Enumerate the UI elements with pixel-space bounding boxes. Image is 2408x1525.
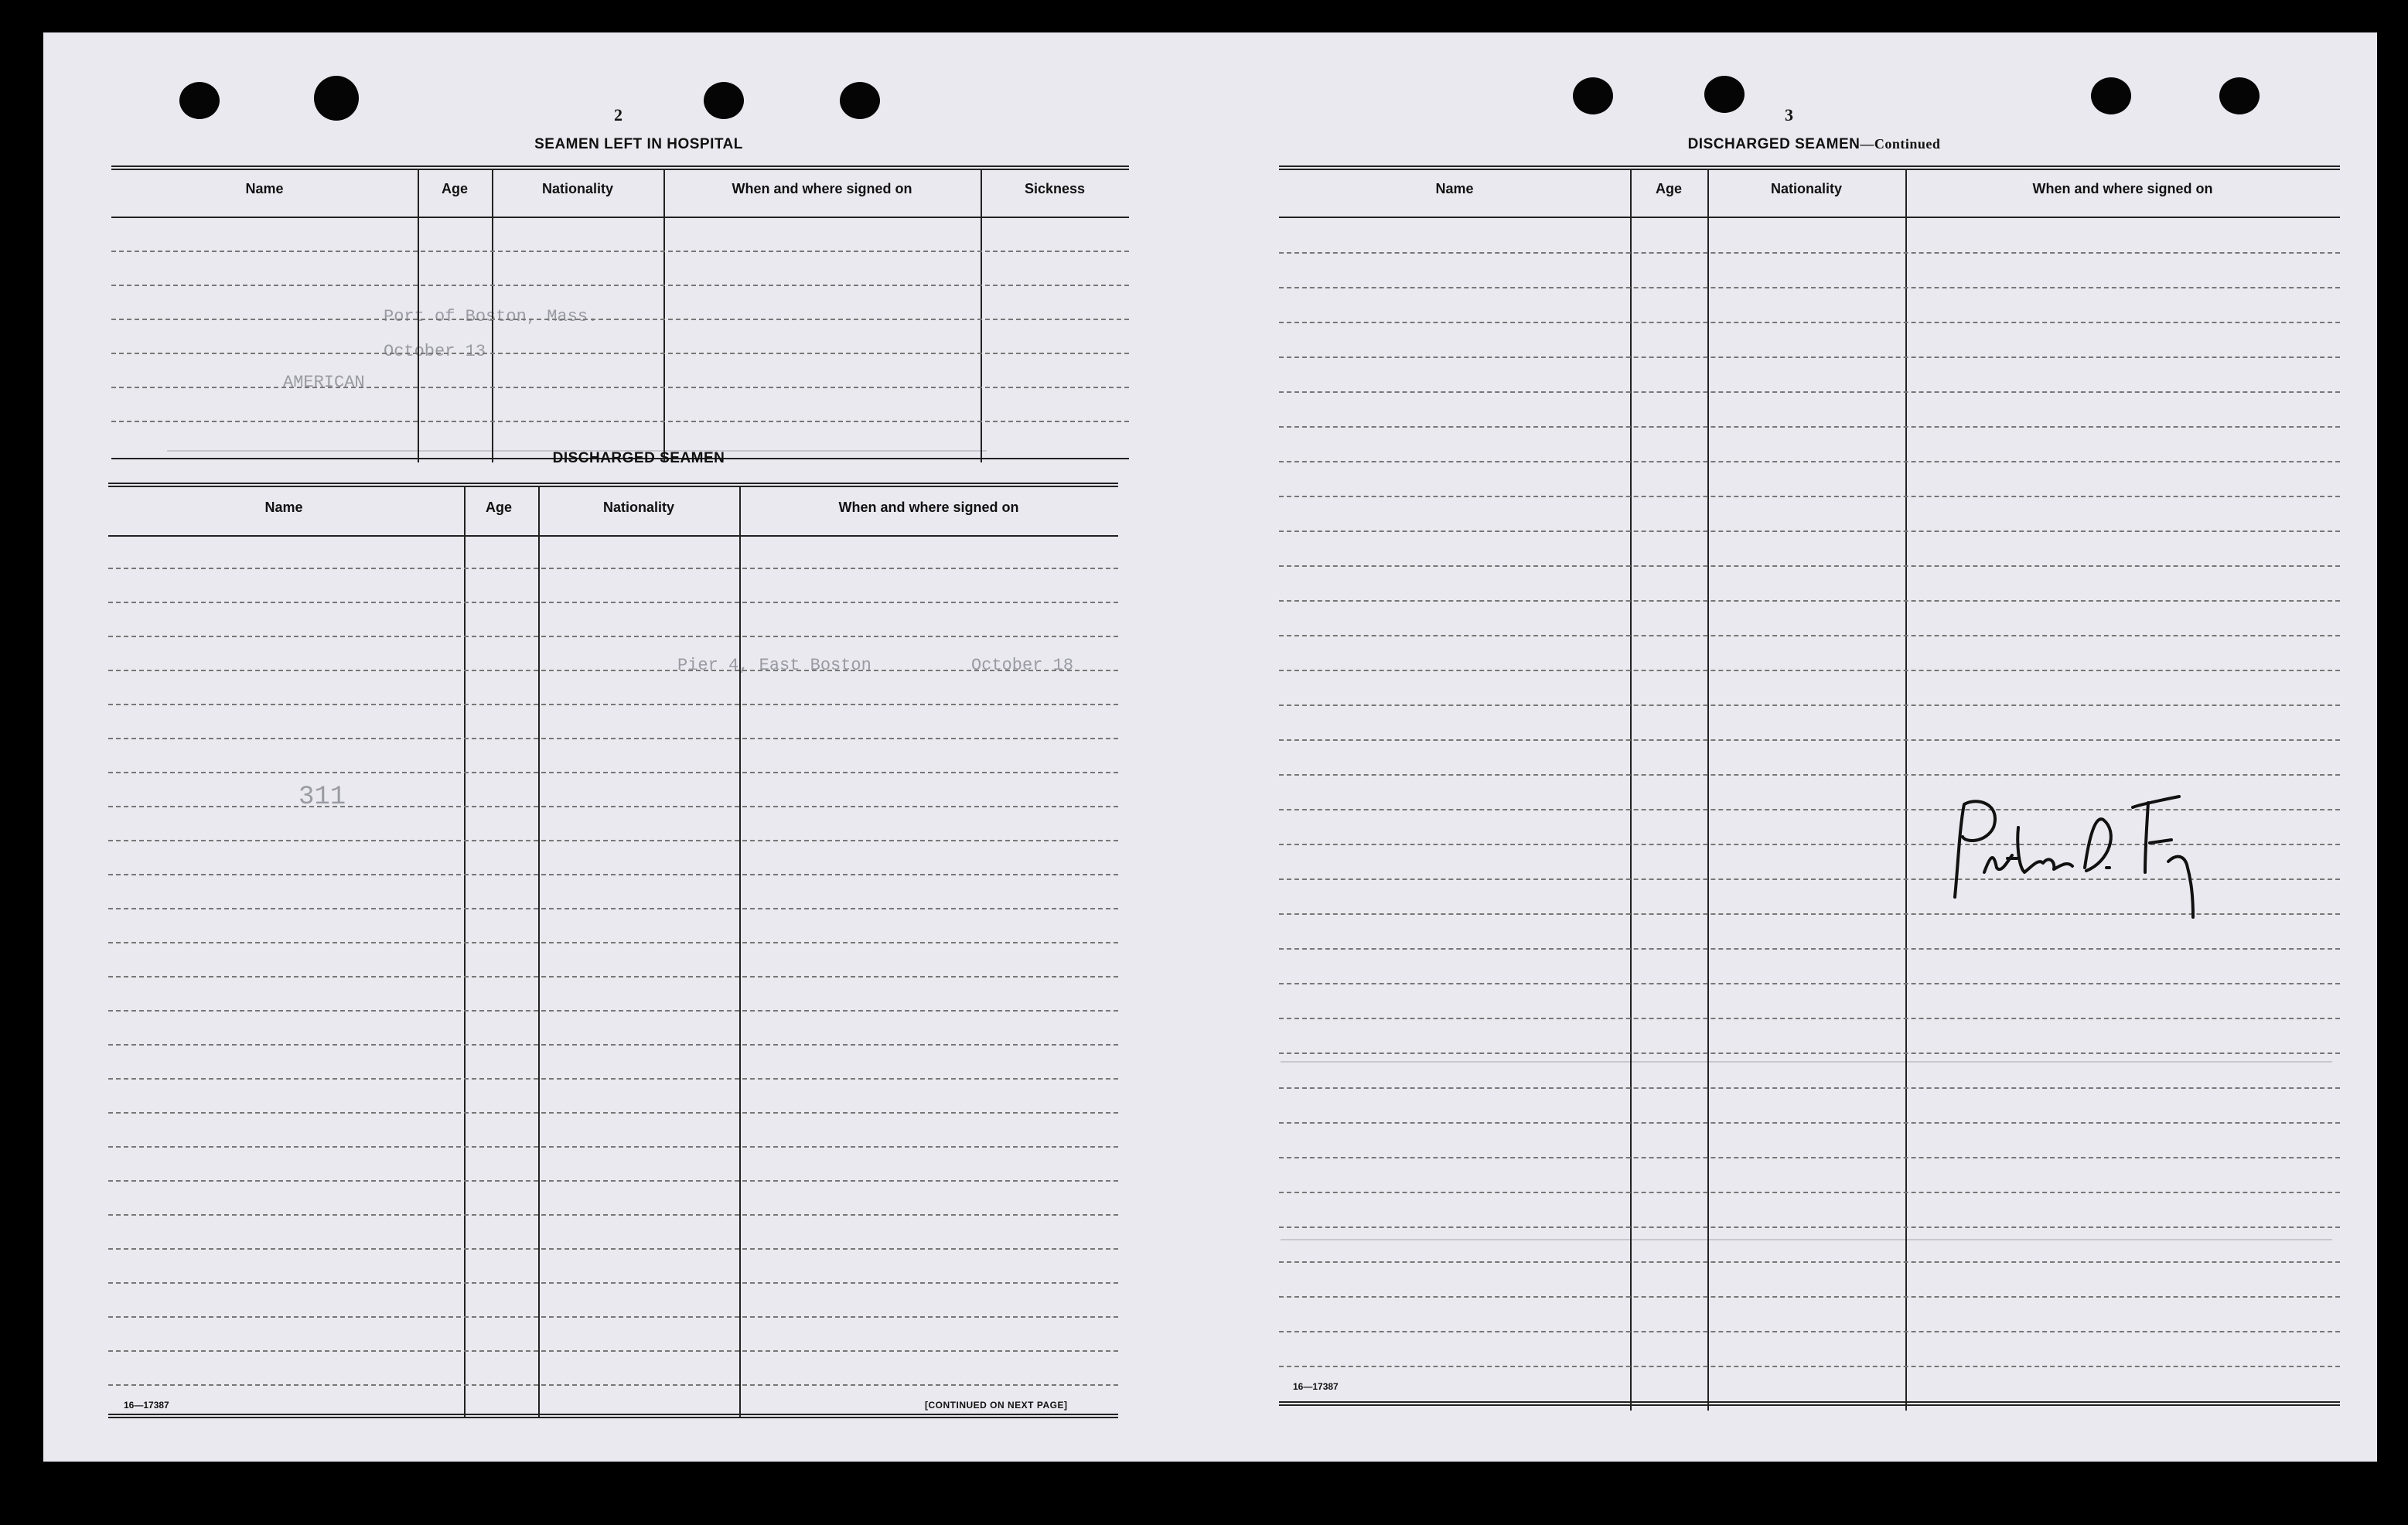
ruled-row-line	[1279, 391, 2340, 393]
ruled-row-line	[1279, 739, 2340, 741]
bleed-through-text: Pier 4, East Boston	[677, 656, 871, 675]
ruled-row-line	[108, 1282, 1118, 1284]
ruled-row-line	[1279, 1226, 2340, 1228]
column-header: Name	[245, 181, 284, 196]
ruled-row-line	[1279, 1331, 2340, 1332]
ruled-row-line	[108, 1044, 1118, 1046]
bleed-through-text: October 13	[384, 342, 486, 361]
column-header: Age	[1655, 181, 1682, 196]
ruled-row-line	[1279, 1052, 2340, 1054]
discharged-continued-heading	[1574, 136, 2054, 153]
page-number-right: 3	[1785, 105, 1793, 125]
column-header: Name	[264, 500, 303, 515]
bleed-through-text: AMERICAN	[283, 373, 365, 392]
ruled-row-line	[1279, 600, 2340, 602]
ruled-row-line	[108, 704, 1118, 705]
ruled-row-line	[108, 840, 1118, 841]
ruled-row-line	[1279, 426, 2340, 428]
ruled-row-line	[108, 806, 1118, 807]
continued-note: [CONTINUED ON NEXT PAGE]	[925, 1400, 1068, 1411]
page-number-left: 2	[614, 105, 622, 125]
discharged-table-left	[108, 483, 1118, 1426]
ruled-row-line	[1279, 1018, 2340, 1019]
ruled-row-line	[108, 1180, 1118, 1182]
bleed-through-text: Port of Boston, Mass.	[384, 307, 599, 326]
bleed-through-text: 311	[298, 783, 346, 812]
ruled-row-line	[108, 670, 1118, 671]
ruled-row-line	[1279, 705, 2340, 706]
ruled-row-line	[108, 1078, 1118, 1080]
ruled-row-line	[108, 908, 1118, 909]
ruled-row-line	[108, 976, 1118, 977]
heading-suffix: —Continued	[1860, 136, 1941, 152]
ruled-row-line	[108, 1350, 1118, 1352]
ruled-row-line	[108, 1010, 1118, 1012]
ruled-row-line	[1279, 531, 2340, 532]
punch-hole	[179, 82, 220, 119]
column-header: Name	[1435, 181, 1474, 196]
ruled-row-line	[1279, 1087, 2340, 1089]
ruled-row-line	[108, 1214, 1118, 1216]
column-header: Age	[485, 500, 512, 515]
signature-image	[1947, 781, 2210, 920]
ruled-row-line	[1279, 1122, 2340, 1124]
ruled-row-line	[1279, 948, 2340, 950]
ruled-row-line	[108, 1384, 1118, 1386]
heading-text: DISCHARGED SEAMEN	[1687, 136, 1861, 152]
ruled-row-line	[1279, 357, 2340, 358]
column-header: Nationality	[1770, 181, 1842, 196]
punch-hole	[840, 82, 880, 119]
ruled-row-line	[1279, 1261, 2340, 1263]
ruled-row-line	[1279, 1366, 2340, 1367]
ruled-row-line	[1279, 322, 2340, 323]
form-code-left: 16—17387	[124, 1400, 169, 1411]
punch-hole	[2091, 77, 2131, 114]
ruled-row-line	[108, 1316, 1118, 1318]
discharged-section-heading: DISCHARGED SEAMEN	[552, 450, 725, 466]
ruled-row-line	[108, 1112, 1118, 1114]
ruled-row-line	[1279, 635, 2340, 636]
ruled-row-line	[108, 1146, 1118, 1148]
ruled-row-line	[1279, 1157, 2340, 1158]
column-header: When and where signed on	[732, 181, 912, 196]
ruled-row-line	[1279, 252, 2340, 254]
ruled-row-line	[1279, 461, 2340, 462]
hospital-section-heading: SEAMEN LEFT IN HOSPITAL	[534, 136, 743, 152]
ruled-row-line	[108, 738, 1118, 739]
bleed-through-text: October 18	[971, 656, 1074, 675]
column-header: When and where signed on	[838, 500, 1019, 515]
punch-hole	[314, 76, 359, 121]
ruled-row-line	[1279, 287, 2340, 288]
form-code-right: 16—17387	[1293, 1381, 1339, 1392]
ruled-row-line	[108, 942, 1118, 943]
column-header: Nationality	[602, 500, 674, 515]
ruled-row-line	[1279, 983, 2340, 984]
ruled-row-line	[1279, 670, 2340, 671]
ruled-row-line	[1279, 565, 2340, 567]
ruled-row-line	[1279, 1296, 2340, 1298]
ruled-row-line	[1279, 1192, 2340, 1193]
hospital-table	[111, 165, 1129, 459]
document-sheet	[43, 32, 2377, 1462]
ruled-row-line	[1279, 774, 2340, 776]
punch-hole	[2219, 77, 2260, 114]
ruled-row-line	[108, 1248, 1118, 1250]
punch-hole	[1573, 77, 1613, 114]
column-header: When and where signed on	[2032, 181, 2213, 196]
ruled-row-line	[108, 874, 1118, 875]
punch-hole	[1704, 76, 1745, 113]
punch-hole	[704, 82, 744, 119]
ruled-row-line	[108, 568, 1118, 569]
column-header: Age	[441, 181, 468, 196]
ruled-row-line	[108, 636, 1118, 637]
ruled-row-line	[1279, 496, 2340, 497]
column-header: Sickness	[1024, 181, 1086, 196]
ruled-row-line	[108, 602, 1118, 603]
ruled-row-line	[108, 772, 1118, 773]
column-header: Nationality	[541, 181, 613, 196]
